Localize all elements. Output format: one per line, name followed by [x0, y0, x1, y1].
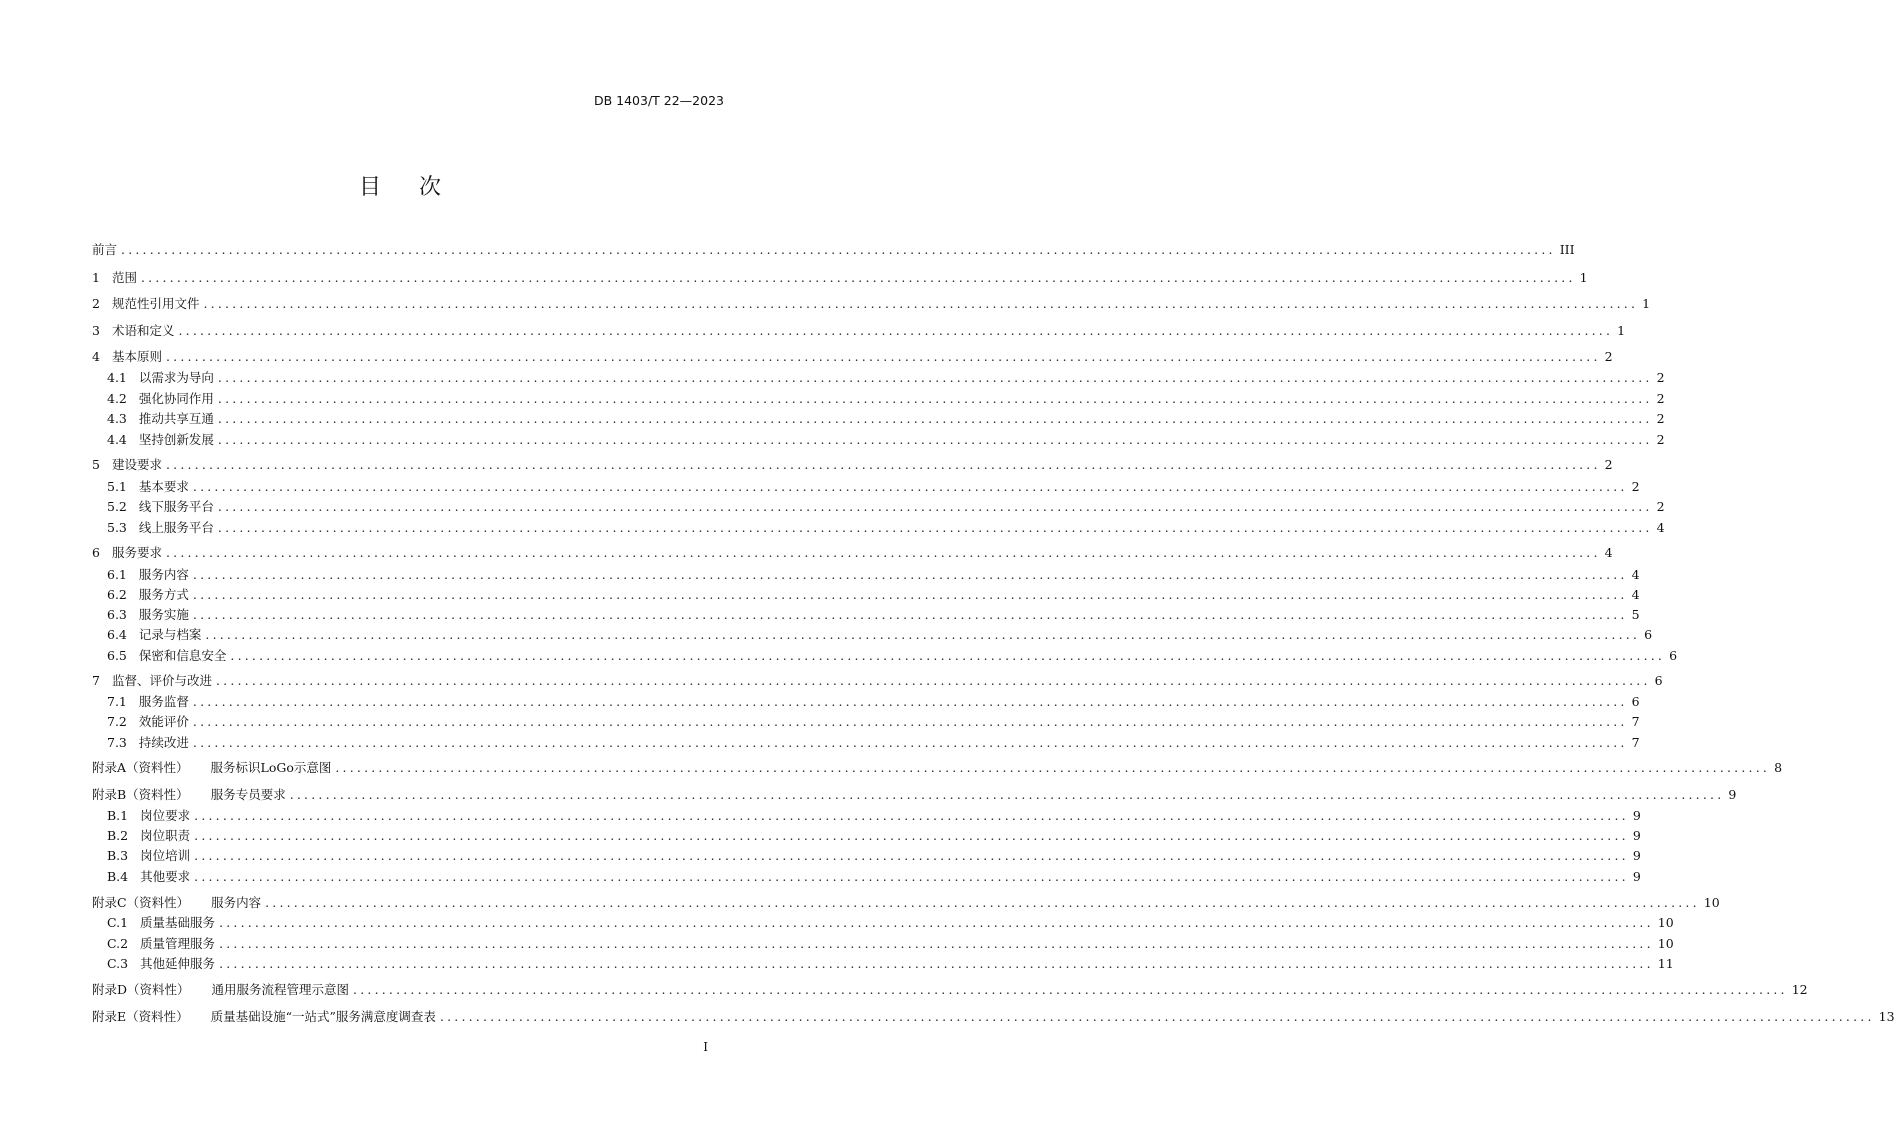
dot-leader: ........................................................................................................................................................................................................	[215, 673, 1651, 688]
toc-entry[interactable]	[107, 827, 1641, 845]
dot-leader: ........................................................................................................................................................................................................	[265, 895, 1700, 910]
toc-entry-title: 质量基础设施“一站式”服务满意度调查表	[210, 1009, 436, 1024]
toc-entry-number: 附录D（资料性）	[92, 982, 190, 997]
toc-entry-page: 11	[1657, 956, 1674, 971]
toc-entry-page: 2	[1604, 349, 1613, 364]
dot-leader: ........................................................................................................................................................................................................	[205, 627, 1641, 642]
toc-entry-page: 9	[1632, 808, 1641, 823]
toc-entry[interactable]	[92, 981, 1808, 999]
toc-entry-title: 效能评价	[138, 714, 189, 729]
toc-entry[interactable]	[92, 269, 1588, 287]
toc-entry-title: 服务内容	[211, 895, 262, 910]
toc-entry-title: 服务方式	[138, 587, 189, 602]
toc-entry-page: 7	[1631, 735, 1640, 750]
toc-entry-number: 6.2	[107, 587, 127, 602]
toc-entry-number: 4.1	[107, 370, 127, 385]
toc-entry-page: 10	[1657, 936, 1674, 951]
toc-entry-page: 5	[1631, 607, 1640, 622]
toc-entry-page: 6	[1644, 627, 1653, 642]
dot-leader: ........................................................................................................................................................................................................	[192, 607, 1628, 622]
toc-entry[interactable]	[92, 672, 1663, 690]
toc-entry[interactable]	[92, 348, 1613, 366]
toc-entry-page: 12	[1791, 982, 1808, 997]
dot-leader: ........................................................................................................................................................................................................	[192, 567, 1628, 582]
toc-entry-page: 4	[1656, 520, 1665, 535]
toc-entry[interactable]	[92, 456, 1613, 474]
toc-entry-title: 服务内容	[138, 567, 189, 582]
toc-entry-title: 通用服务流程管理示意图	[211, 982, 350, 997]
toc-entry-title: 岗位要求	[140, 808, 191, 823]
toc-entry-number: B.2	[107, 828, 129, 843]
page-number: I	[703, 1040, 708, 1054]
toc-entry-page: 6	[1631, 694, 1640, 709]
dot-leader: ........................................................................................................................................................................................................	[289, 787, 1725, 802]
toc-entry-title: 以需求为导向	[138, 370, 214, 385]
toc-entry-number: 附录A（资料性）	[92, 760, 189, 775]
dot-leader: ........................................................................................................................................................................................................	[439, 1009, 1875, 1024]
dot-leader: ........................................................................................................................................................................................................	[192, 587, 1628, 602]
dot-leader: ........................................................................................................................................................................................................	[192, 735, 1628, 750]
toc-entry[interactable]	[107, 734, 1640, 752]
dot-leader: ........................................................................................................................................................................................................	[217, 499, 1653, 514]
dot-leader: ........................................................................................................................................................................................................	[165, 545, 1601, 560]
dot-leader: ........................................................................................................................................................................................................	[192, 479, 1628, 494]
toc-entry-page: III	[1559, 242, 1575, 257]
toc-entry-title: 记录与档案	[138, 627, 202, 642]
toc-entry-title: 强化协同作用	[138, 391, 214, 406]
toc-entry-number: C.2	[107, 936, 129, 951]
toc-entry-title: 基本要求	[138, 479, 189, 494]
toc-entry-number: B.3	[107, 848, 129, 863]
toc-entry-page: 8	[1774, 760, 1783, 775]
toc-entry-title: 规范性引用文件	[111, 296, 200, 311]
dot-leader: ........................................................................................................................................................................................................	[217, 432, 1653, 447]
toc-entry-title: 范围	[111, 270, 137, 285]
toc-entry-page: 4	[1631, 587, 1640, 602]
toc-entry-number: B.4	[107, 869, 129, 884]
toc-entry-page: 2	[1656, 432, 1665, 447]
dot-leader: ........................................................................................................................................................................................................	[219, 915, 1654, 930]
toc-entry-number: 3	[92, 323, 100, 338]
dot-leader: ........................................................................................................................................................................................................	[230, 648, 1666, 663]
toc-entry-page: 9	[1728, 787, 1737, 802]
dot-leader: ........................................................................................................................................................................................................	[217, 370, 1653, 385]
toc-entry[interactable]	[107, 868, 1641, 886]
document-number: DB 1403/T 22—2023	[593, 93, 724, 108]
dot-leader: ........................................................................................................................................................................................................	[165, 457, 1601, 472]
toc-entry-page: 1	[1617, 323, 1626, 338]
toc-entry[interactable]	[107, 807, 1641, 825]
toc-entry-page: 7	[1631, 714, 1640, 729]
toc-entry[interactable]	[107, 410, 1665, 428]
toc-entry-page: 9	[1632, 848, 1641, 863]
toc-entry-number: C.1	[107, 915, 129, 930]
toc-entry-title: 前言	[92, 242, 118, 257]
toc-entry-number: 4.4	[107, 432, 127, 447]
toc-entry-title: 岗位职责	[140, 828, 191, 843]
toc-entry-number: 6	[92, 545, 100, 560]
toc-entry-number: 6.4	[107, 627, 127, 642]
dot-leader: ........................................................................................................................................................................................................	[194, 869, 1629, 884]
toc-entry-title: 推动共享互通	[138, 411, 214, 426]
page-title: 目次	[358, 175, 479, 200]
toc-entry[interactable]	[92, 759, 1783, 777]
dot-leader: ........................................................................................................................................................................................................	[335, 760, 1771, 775]
toc-entry-number: 5	[92, 457, 100, 472]
toc-entry-title: 服务标识LoGo示意图	[210, 760, 332, 775]
toc-entry-number: 5.2	[107, 499, 127, 514]
toc-entry[interactable]	[92, 786, 1737, 804]
toc-entry[interactable]	[107, 713, 1640, 731]
toc-entry-number: 6.1	[107, 567, 127, 582]
toc-entry-number: 附录B（资料性）	[92, 787, 189, 802]
dot-leader: ........................................................................................................................................................................................................	[219, 956, 1654, 971]
toc-entry[interactable]	[107, 693, 1640, 711]
dot-leader: ........................................................................................................................................................................................................	[219, 936, 1654, 951]
toc-entry[interactable]	[107, 914, 1674, 932]
dot-leader: ........................................................................................................................................................................................................	[140, 270, 1576, 285]
toc-entry[interactable]	[107, 498, 1665, 516]
toc-entry[interactable]	[92, 295, 1651, 313]
toc-entry-page: 2	[1604, 457, 1613, 472]
toc-entry[interactable]	[107, 519, 1665, 537]
toc-entry-number: 7.3	[107, 735, 127, 750]
dot-leader: ........................................................................................................................................................................................................	[194, 808, 1629, 823]
toc-entry[interactable]	[107, 369, 1665, 387]
dot-leader: ........................................................................................................................................................................................................	[192, 694, 1628, 709]
dot-leader: ........................................................................................................................................................................................................	[203, 296, 1639, 311]
toc-entry[interactable]	[107, 955, 1674, 973]
toc-entry-title: 其他要求	[140, 869, 191, 884]
toc-entry-page: 13	[1878, 1009, 1895, 1024]
toc-entry[interactable]	[92, 241, 1575, 259]
dot-leader: ........................................................................................................................................................................................................	[165, 349, 1601, 364]
toc-entry[interactable]	[107, 586, 1640, 604]
dot-leader: ........................................................................................................................................................................................................	[353, 982, 1788, 997]
toc-entry-page: 9	[1632, 828, 1641, 843]
toc-entry-number: 7.2	[107, 714, 127, 729]
toc-entry-title: 坚持创新发展	[138, 432, 214, 447]
toc-entry-page: 1	[1579, 270, 1588, 285]
dot-leader: ........................................................................................................................................................................................................	[217, 520, 1653, 535]
toc-entry-page: 10	[1657, 915, 1674, 930]
toc-entry-number: 2	[92, 296, 100, 311]
toc-entry-number: 6.3	[107, 607, 127, 622]
toc-entry[interactable]	[107, 390, 1665, 408]
toc-entry-title: 服务专员要求	[210, 787, 286, 802]
toc-entry-number: B.1	[107, 808, 129, 823]
dot-leader: ........................................................................................................................................................................................................	[178, 323, 1614, 338]
toc-entry-page: 1	[1642, 296, 1651, 311]
toc-entry-title: 线下服务平台	[138, 499, 214, 514]
toc-entry-page: 2	[1656, 370, 1665, 385]
toc-entry-number: 附录E（资料性）	[92, 1009, 189, 1024]
toc-entry-page: 6	[1654, 673, 1663, 688]
toc-entry-title: 建设要求	[111, 457, 162, 472]
toc-entry-number: 5.3	[107, 520, 127, 535]
dot-leader: ........................................................................................................................................................................................................	[194, 848, 1629, 863]
toc-entry[interactable]	[107, 478, 1640, 496]
toc-entry-number: 6.5	[107, 648, 127, 663]
toc-entry-page: 2	[1656, 499, 1665, 514]
dot-leader: ........................................................................................................................................................................................................	[192, 714, 1628, 729]
toc-entry[interactable]	[92, 1008, 1895, 1026]
toc-entry-title: 质量基础服务	[140, 915, 216, 930]
toc-entry-page: 9	[1632, 869, 1641, 884]
toc-entry-page: 10	[1703, 895, 1720, 910]
toc-entry[interactable]	[107, 847, 1641, 865]
toc-entry-title: 持续改进	[138, 735, 189, 750]
toc-entry-page: 6	[1669, 648, 1678, 663]
toc-entry[interactable]	[107, 647, 1678, 665]
toc-entry-page: 4	[1631, 567, 1640, 582]
toc-entry-title: 服务实施	[138, 607, 189, 622]
toc-entry-title: 岗位培训	[140, 848, 191, 863]
dot-leader: ........................................................................................................................................................................................................	[194, 828, 1629, 843]
toc-entry-number: 1	[92, 270, 100, 285]
toc-entry-number: 7.1	[107, 694, 127, 709]
dot-leader: ........................................................................................................................................................................................................	[217, 411, 1653, 426]
toc-entry[interactable]	[107, 566, 1640, 584]
toc-entry-page: 4	[1604, 545, 1613, 560]
dot-leader: ........................................................................................................................................................................................................	[121, 242, 1556, 257]
dot-leader: ........................................................................................................................................................................................................	[217, 391, 1653, 406]
toc-entry-number: 附录C（资料性）	[92, 895, 190, 910]
toc-entry[interactable]	[92, 894, 1720, 912]
toc-entry-title: 服务要求	[111, 545, 162, 560]
toc-entry-page: 2	[1656, 391, 1665, 406]
toc-entry[interactable]	[92, 544, 1613, 562]
toc-entry-number: 4	[92, 349, 100, 364]
toc-entry-title: 监督、评价与改进	[111, 673, 212, 688]
toc-entry-title: 线上服务平台	[138, 520, 214, 535]
toc-entry-number: C.3	[107, 956, 129, 971]
toc-entry[interactable]	[92, 322, 1626, 340]
toc-entry-number: 7	[92, 673, 100, 688]
toc-entry[interactable]	[107, 626, 1653, 644]
toc-entry-page: 2	[1631, 479, 1640, 494]
toc-entry-title: 基本原则	[111, 349, 162, 364]
toc-entry[interactable]	[107, 935, 1674, 953]
toc-entry-title: 术语和定义	[111, 323, 175, 338]
toc-entry-number: 4.3	[107, 411, 127, 426]
toc-entry-number: 5.1	[107, 479, 127, 494]
toc-entry-title: 其他延伸服务	[140, 956, 216, 971]
toc-entry-title: 服务监督	[138, 694, 189, 709]
toc-entry-title: 保密和信息安全	[138, 648, 227, 663]
toc-entry-number: 4.2	[107, 391, 127, 406]
toc-entry[interactable]	[107, 606, 1640, 624]
toc-entry[interactable]	[107, 431, 1665, 449]
toc-entry-title: 质量管理服务	[140, 936, 216, 951]
toc-entry-page: 2	[1656, 411, 1665, 426]
